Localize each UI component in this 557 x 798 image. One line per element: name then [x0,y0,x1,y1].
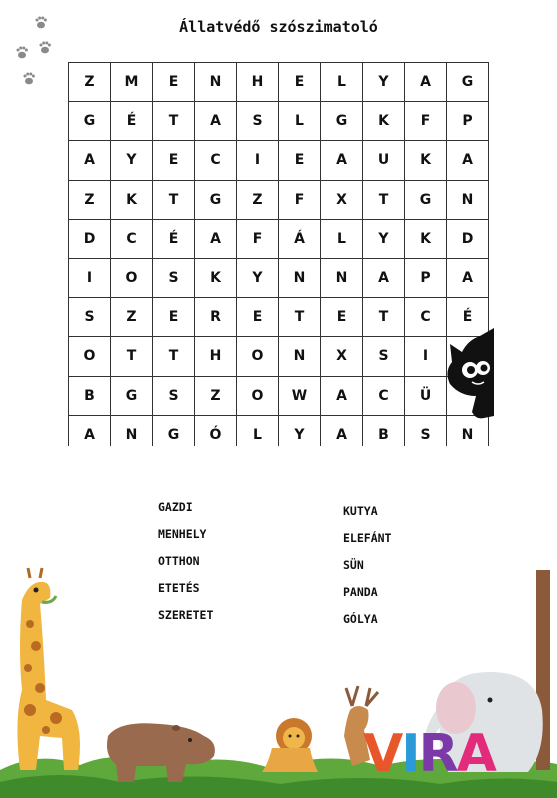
grid-cell: A [195,102,237,141]
grid-cell: E [279,141,321,180]
grid-cell: T [111,337,153,376]
vira-logo [363,724,495,784]
grid-cell: S [363,337,405,376]
grid-cell: L [321,220,363,259]
grid-cell: P [447,102,489,141]
grid-cell: N [447,416,489,455]
grid-cell: S [237,102,279,141]
grid-cell: F [405,102,447,141]
grid-cell: A [321,141,363,180]
grid-cell: C [363,377,405,416]
grid-cell: I [69,259,111,298]
grid-cell: K [363,102,405,141]
grid-cell: A [447,141,489,180]
grid-cell: O [69,337,111,376]
grid-cell: G [405,181,447,220]
grid-cell: D [447,220,489,259]
grid-cell: N [447,181,489,220]
grid-cell: A [405,63,447,102]
grid-cell: D [69,220,111,259]
grid-cell: K [195,259,237,298]
grid-cell: Á [279,220,321,259]
grid-cell: Z [237,181,279,220]
word-item: MENHELY [158,527,207,541]
grid-cell: C [111,220,153,259]
grid-cell: X [321,181,363,220]
grid-cell: Z [111,298,153,337]
logo-letter: R [418,724,457,784]
grid-cell: E [279,63,321,102]
word-item: GÓLYA [343,612,378,626]
paw-prints-icon [12,10,62,90]
grid-cell: T [279,298,321,337]
grid-cell: S [69,298,111,337]
grid-edge [67,446,492,456]
grid-cell: K [111,181,153,220]
grid-cell: É [111,102,153,141]
word-item: GAZDI [158,500,193,514]
grid-cell: O [237,337,279,376]
grid-cell: W [279,377,321,416]
grid-cell: Ü [405,377,447,416]
grid-cell: C [405,298,447,337]
grid-cell: E [237,298,279,337]
grid-cell: B [69,377,111,416]
grid-cell: G [447,63,489,102]
grid-cell: E [153,298,195,337]
word-item: SÜN [343,558,364,572]
grid-cell: E [153,141,195,180]
grid-cell: T [153,181,195,220]
grid-cell: S [153,259,195,298]
grid-cell: C [195,141,237,180]
grid-cell: E [321,298,363,337]
grid-cell: N [195,63,237,102]
giraffe-icon [17,568,80,770]
grid-cell: O [237,377,279,416]
grid-cell: A [69,141,111,180]
grid-cell: A [69,416,111,455]
grid-cell: L [279,102,321,141]
grid-cell: Ó [195,416,237,455]
grid-cell: K [405,141,447,180]
logo-letter: A [456,724,495,784]
word-item: ETETÉS [158,581,200,595]
grid-cell: F [279,181,321,220]
grid-cell: Y [279,416,321,455]
grid-cell: I [405,337,447,376]
grid-cell: K [405,220,447,259]
grid-cell: G [321,102,363,141]
grid-cell: Y [111,141,153,180]
grid-cell: Z [69,181,111,220]
grid-cell: H [195,337,237,376]
grid-cell: Z [195,377,237,416]
grid-cell: E [153,63,195,102]
grid-cell: B [363,416,405,455]
grid-cell: A [363,259,405,298]
grid-cell: F [237,220,279,259]
grid-cell: I [237,141,279,180]
logo-letter: V [363,724,402,784]
grid-cell: A [321,416,363,455]
grid-cell: G [195,181,237,220]
word-item: KUTYA [343,504,378,518]
word-search-grid [68,62,489,455]
lion-icon [262,718,318,772]
grid-cell: R [195,298,237,337]
grid-cell: L [321,63,363,102]
grid-cell: N [279,259,321,298]
grid-cell: Z [69,63,111,102]
grid-cell: S [153,377,195,416]
grid-cell: X [321,337,363,376]
grid-cell: É [447,298,489,337]
black-cat-icon [442,322,494,424]
grid-cell: N [279,337,321,376]
grid-cell: L [237,416,279,455]
grid-cell: M [111,63,153,102]
grid-cell: O [111,259,153,298]
word-item: PANDA [343,585,378,599]
grid-cell: G [153,416,195,455]
grid-cell: P [405,259,447,298]
grid-cell: A [195,220,237,259]
logo-letter: I [401,724,419,784]
word-item: SZERETET [158,608,214,622]
grid-cell: G [111,377,153,416]
word-item: ELEFÁNT [343,531,392,545]
grid-cell: A [447,259,489,298]
grid-cell: T [363,181,405,220]
grid-cell: U [363,141,405,180]
word-item: OTTHON [158,554,200,568]
grid-cell: G [69,102,111,141]
grid-cell: N [111,416,153,455]
grid-cell: A [321,377,363,416]
grid-cell: É [153,220,195,259]
grid-cell: Y [363,63,405,102]
page-title: Állatvédő szószimatoló [179,18,378,36]
grid-cell: Y [363,220,405,259]
grid-cell: S [405,416,447,455]
grid-cell: Y [237,259,279,298]
grid-cell: T [153,337,195,376]
grid-cell: N [321,259,363,298]
grid-cell: T [153,102,195,141]
grid-cell: T [363,298,405,337]
grid-cell: H [237,63,279,102]
